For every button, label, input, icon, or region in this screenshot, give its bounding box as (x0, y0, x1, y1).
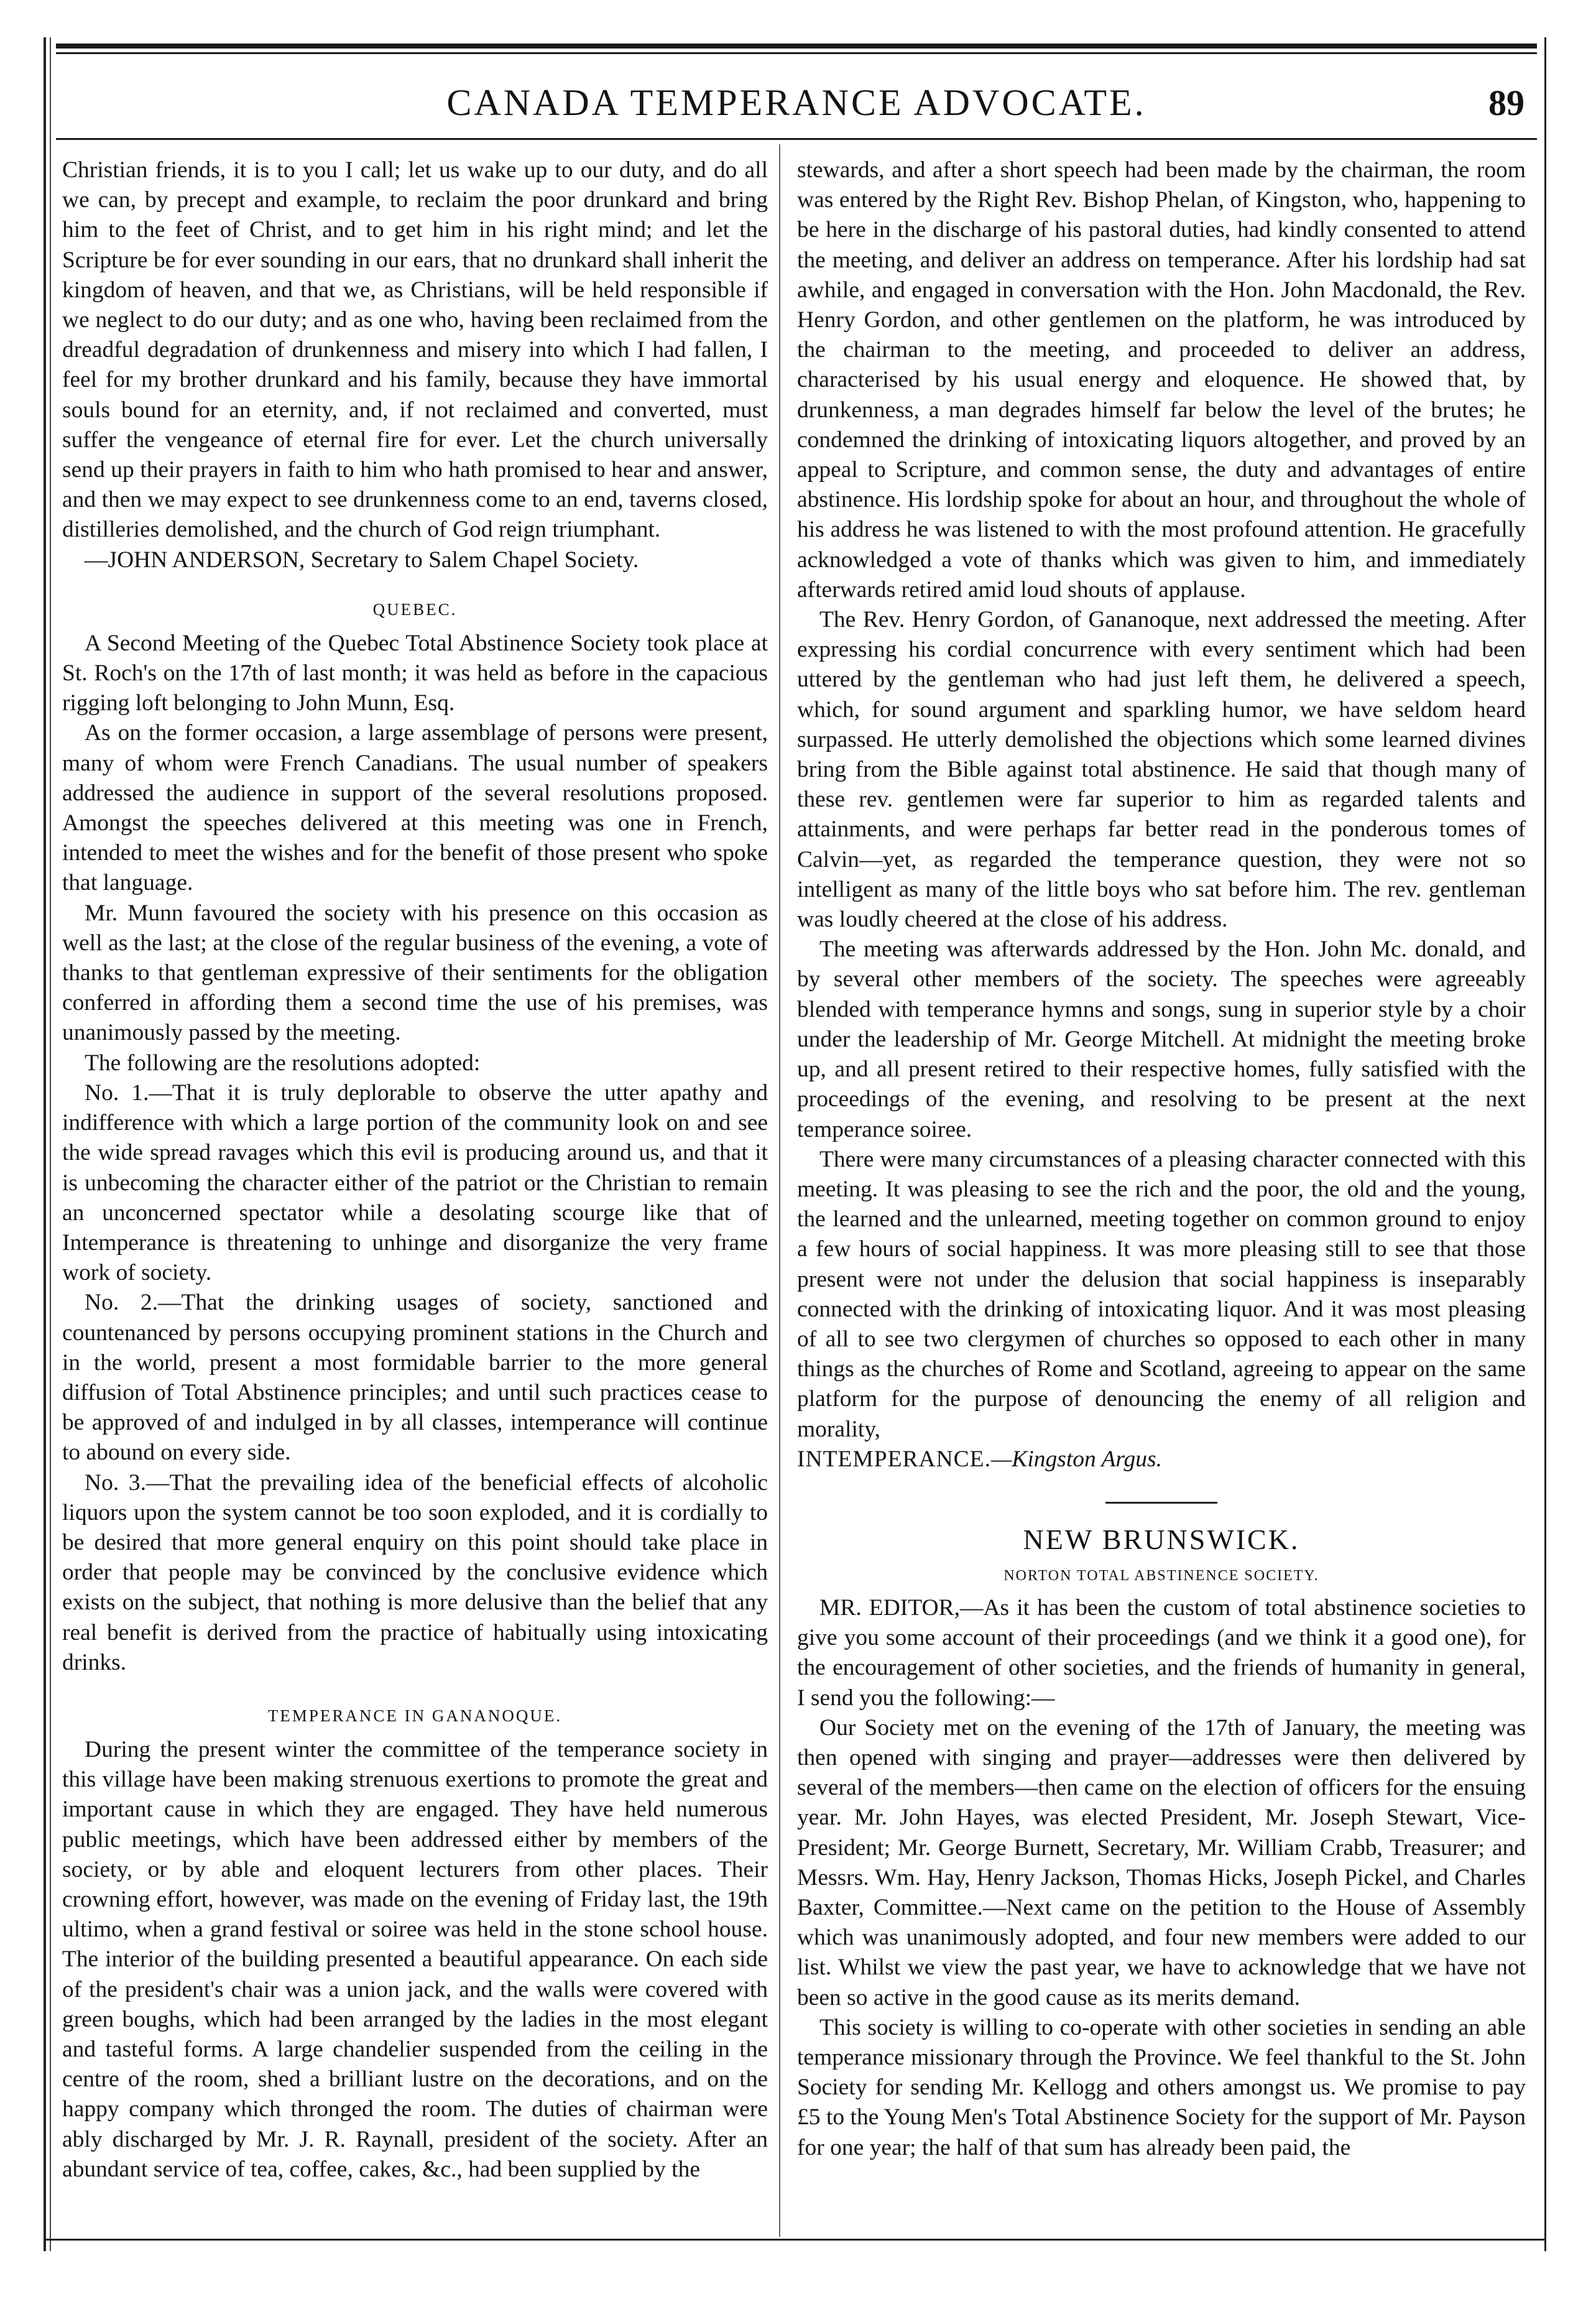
right-column (797, 155, 1526, 2232)
page-border-right (1544, 37, 1546, 2251)
resolution-paragraph: No. 3.—That the prevailing idea of the beneficial effects of alcoholic liquors upon the system cannot be too soon exploded, and it is cordially to be desired that more general enquiry on this point should take place in order that people may be convinced by the conclusive evidence which exists on the subject, that nothing is more delusive than the belief that any real benefit is derived from the practice of habitually using intoxicating drinks. (62, 1469, 768, 1675)
article-paragraph: The meeting was afterwards addressed by the Hon. John Mc. donald, and by several other members of the society. The speeches were agreeably blended with temperance hymns and songs, sung in superior style by a choir under the leadership of Mr. George Mitchell. At midnight the meeting broke up, and all present retired to their respective homes, fully satisfied with the proceedings of the evening, and resolving to be present at the next temperance soiree. (797, 937, 1526, 1142)
bottom-rule (44, 2239, 1546, 2241)
letter-paragraph: MR. EDITOR,—As it has been the custom of total abstinence societies to give you some account of their proceedings (and we think it a good one), for the encouragement of other societies, and the friends of humanity in general, I send you the following:— (797, 1594, 1526, 1711)
article-signoff: —JOHN ANDERSON, Secretary to Salem Chapel Society. (85, 547, 639, 573)
society-heading: NORTON TOTAL ABSTINENCE SOCIETY. (1003, 1567, 1319, 1584)
top-rule-thick (56, 44, 1537, 49)
article-paragraph: Christian friends, it is to you I call; let us wake up to our duty, and do all we can, by precept and example, to reclaim the poor drunkard and bring him to the feet of Christ, and to get him in his right mind; and let the Scripture be for ever sounding in our ears, that no drunkard shall inherit the kingdom of heaven, and that we, as Christians, will be held responsible if we neglect to do our duty; and as one who, having been reclaimed from the dreadful degradation of drunkenness and misery into which I had fallen, I feel for my brother drunkard and his family, because they have immortal souls bound for an eternity, and, if not reclaimed and converted, must suffer the vengeance of eternal fire for ever. Let the church universally send up their prayers in faith to him who hath promised to hear and answer, and then we may expect to see drunkenness come to an end, taverns closed, distilleries demolished, and the church of God reign triumphant. (62, 157, 768, 543)
signoff-source: —Kingston Argus. (990, 1446, 1163, 1472)
article-paragraph: The following are the resolutions adopted: (85, 1050, 481, 1076)
left-column (62, 155, 768, 2232)
resolution-paragraph: No. 2.—That the drinking usages of society, sanctioned and countenanced by persons occupying prominent stations in the Church and in the world, present a most formidable barrier to the more general diffusion of Total Abstinence principles; and until such practices cease to be approved of and indulged in by all classes, intemperance will continue to abound on every side. (62, 1290, 768, 1466)
article-paragraph: As on the former occasion, a large assemblage of persons were present, many of whom were French Canadians. The usual number of speakers addressed the audience in support of the several resolutions proposed. Amongst the speeches delivered at this meeting was one in French, intended to meet the wishes and for the benefit of those present who spoke that language. (62, 720, 768, 896)
article-paragraph: Mr. Munn favoured the society with his presence on this occasion as well as the last; at the close of the regular business of the evening, a vote of thanks to that gentleman expressive of their sentiments for the obligation conferred in affording them a second time the use of his premises, was unanimously passed by the meeting. (62, 900, 768, 1046)
article-paragraph: There were many circumstances of a pleasing character connected with this meeting. It was pleasing to see the rich and the poor, the old and the young, the learned and the unlearned, meeting together on common ground to enjoy a few hours of social happiness. It was more pleasing still to see that those present were not under the delusion that social happiness is inseparably connected with the drinking of intoxicating liquor. And it was most pleasing of all to see two clergymen of churches so opposed to each other in many things as the churches of Rome and Scotland, agreeing to appear on the same platform for the purpose of denouncing the enemy of all religion and morality, (797, 1146, 1526, 1442)
page-border-left-inner (50, 37, 51, 2251)
masthead-title: CANADA TEMPERANCE ADVOCATE. (446, 81, 1146, 123)
signoff-word: INTEMPERANCE. (797, 1446, 991, 1472)
letter-paragraph: Our Society met on the evening of the 17th of January, the meeting was then opened with singing and prayer—addresses were then delivered by several of the members—then came on the election of officers for the ensuing year. Mr. John Hayes, was elected President, Mr. Joseph Stewart, Vice-President; Mr. George Burnett, Secretary, Mr. William Crabb, Treasurer; and Messrs. Wm. Hay, Henry Jackson, Thomas Hicks, Joseph Pickel, and Charles Baxter, Committee.—Next came on the petition to the House of Assembly which was unanimously adopted, and four new members were added to our list. Whilst we view the past year, we have to acknowledge that we have not been so active in the good cause as its merits demand. (797, 1714, 1526, 2010)
letter-paragraph: This society is willing to co-operate with other societies in sending an able temperance missionary through the Province. We feel thankful to the St. John Society for sending Mr. Kellogg and others amongst us. We promise to pay £5 to the Young Men's Total Abstinence Society for the support of Mr. Payson for one year; the half of that sum has already been paid, the (797, 2014, 1526, 2160)
article-paragraph: A Second Meeting of the Quebec Total Abstinence Society took place at St. Roch's on the 17th of last month; it was held as before in the capacious rigging loft belonging to John Munn, Esq. (62, 630, 768, 716)
header-rule (56, 138, 1537, 140)
page-number: 89 (1488, 83, 1525, 123)
section-heading-gananoque: TEMPERANCE IN GANANOQUE. (267, 1706, 563, 1725)
section-divider-rule (1105, 1502, 1217, 1504)
page-header (56, 75, 1537, 131)
column-divider (779, 144, 780, 2237)
region-heading: NEW BRUNSWICK. (1023, 1523, 1300, 1555)
article-signoff (797, 1445, 1526, 1474)
top-rule-thin (56, 52, 1537, 54)
resolution-paragraph: No. 1.—That it is truly deplorable to observe the utter apathy and indifference with which a large portion of the community look on and see the wide spread ravages which this evil is producing around us, and that it is unbecoming the character either of the patriot or the Christian to remain an unconcerned spectator while a desolating scourge like that of Intemperance is threatening to unhinge and disorganize the very frame work of society. (62, 1080, 768, 1286)
article-paragraph: stewards, and after a short speech had been made by the chairman, the room was entered by the Right Rev. Bishop Phelan, of Kingston, who, happening to be here in the discharge of his pastoral duties, had kindly consented to attend the meeting, and deliver an address on temperance. After his lordship had sat awhile, and engaged in conversation with the Hon. John Macdonald, the Rev. Henry Gordon, and other gentlemen on the platform, he was introduced by the chairman to the meeting, and proceeded to deliver an address, characterised by his usual energy and eloquence. He showed that, by drunkenness, a man degrades himself far below the level of the brutes; he condemned the drinking of intoxicating liquors altogether, and proved by an appeal to Scripture, and common sense, the duty and advantages of entire abstinence. His lordship spoke for about an hour, and throughout the whole of his address he was listened to with the most profound attention. He gracefully acknowledged a vote of thanks which was given to him, and immediately afterwards retired amid loud shouts of applause. (797, 157, 1526, 603)
article-paragraph: During the present winter the committee of the temperance society in this village have been making strenuous exertions to promote the great and important cause in which they are engaged. They have held numerous public meetings, which have been addressed either by members of the society, or by able and eloquent lecturers from other places. Their crowning effort, however, was made on the evening of Friday last, the 19th ultimo, when a grand festival or soiree was held in the stone school house. The interior of the building presented a beautiful appearance. On each side of the president's chair was a union jack, and the walls were covered with green boughs, which had been arranged by the ladies in the most elegant and tasteful forms. A large chandelier suspended from the ceiling in the centre of the room, shed a brilliant lustre on the decorations, and on the happy company which thronged the room. The duties of chairman were ably discharged by Mr. J. R. Raynall, president of the society. After an abundant service of tea, coffee, cakes, &c., had been supplied by the (62, 1736, 768, 2182)
article-paragraph: The Rev. Henry Gordon, of Gananoque, next addressed the meeting. After expressing his cordial concurrence with every sentiment which had been uttered by the gentleman who had just left them, he delivered a speech, which, for sound argument and sparkling humor, we have seldom heard surpassed. He utterly demolished the objections which some learned divines bring from the Bible against total abstinence. He said that though many of these rev. gentlemen were far superior to him as regarded talents and attainments, and were perhaps far better read in the ponderous tomes of Calvin—yet, as regarded the temperance question, they were not so intelligent as many of the little boys who sat before him. The rev. gentleman was loudly cheered at the close of his address. (797, 607, 1526, 933)
section-heading-quebec: QUEBEC. (372, 599, 458, 619)
page-border-left (44, 37, 46, 2251)
